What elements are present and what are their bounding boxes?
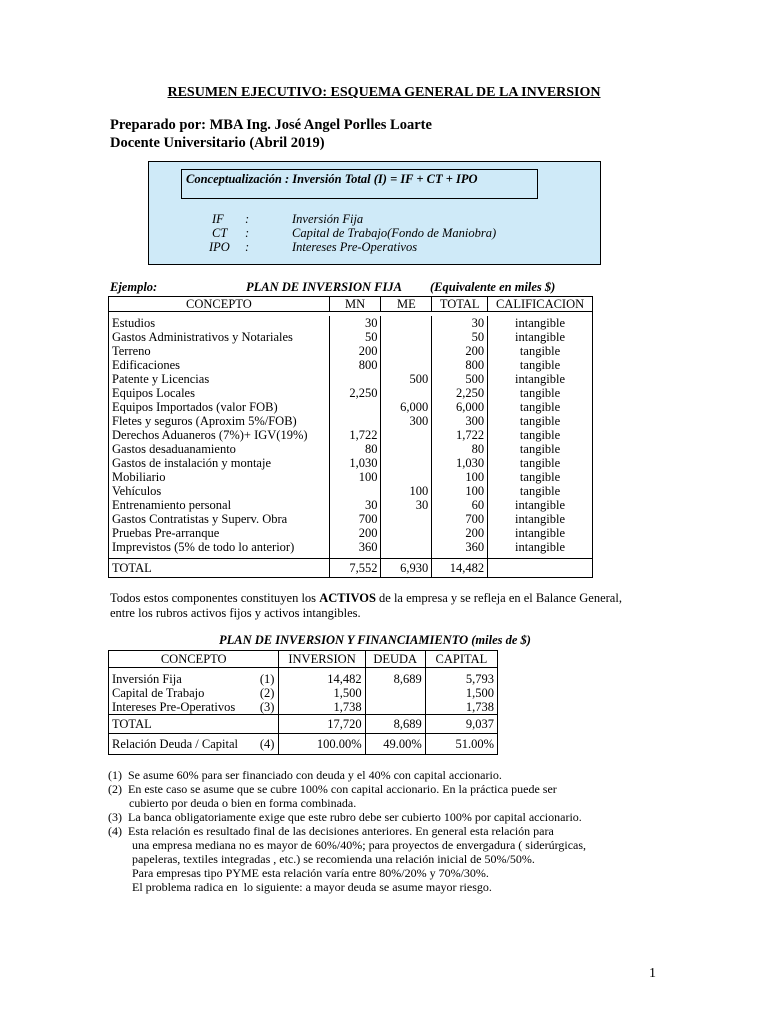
definition-abbr: IPO: [209, 240, 230, 254]
value-cell: 8,689: [365, 715, 425, 734]
value-cell: 14,482: [279, 672, 365, 686]
note-ref: (1): [259, 672, 275, 686]
table-cell: Fletes y seguros (Aproxim 5%/FOB): [112, 414, 297, 428]
definition-meaning: Inversión Fija: [292, 212, 364, 226]
table-row: [109, 540, 593, 554]
table-row: [109, 700, 498, 715]
table-row: [109, 316, 593, 330]
table-row: [109, 498, 593, 512]
value-cell: 49.00%: [365, 734, 425, 755]
note-line: (4) Esta relación es resultado final de las decisiones anteriores. En general esta relación para: [108, 824, 554, 838]
note-line: (1) Se asume 60% para ser financiado con deuda y el 40% con capital accionario.: [108, 768, 502, 782]
definition-meaning: Capital de Trabajo(Fondo de Maniobra): [292, 226, 497, 240]
table-row: [109, 330, 593, 344]
note-line: Para empresas tipo PYME esta relación varía entre 80%/20% y 70%/30%.: [108, 866, 489, 880]
paragraph-bold: ACTIVOS: [319, 591, 376, 605]
table-cell: intangible: [488, 512, 593, 526]
table-cell: [381, 526, 432, 540]
table-cell: tangible: [488, 484, 593, 498]
table-cell: 30: [381, 498, 432, 512]
table-row: [109, 442, 593, 456]
table-cell: Estudios: [112, 316, 156, 330]
table-cell: intangible: [488, 330, 593, 344]
table-row: [109, 484, 593, 498]
note-ref: (2): [259, 686, 275, 700]
col-header: CONCEPTO: [160, 652, 227, 666]
value-cell: 51.00%: [425, 734, 497, 755]
table-cell: 2,250: [329, 386, 381, 400]
table-cell: Pruebas Pre-arranque: [112, 526, 220, 540]
note-line: una empresa mediana no es mayor de 60%/40%; para proyectos de envergadura ( siderúrgicas,: [108, 838, 587, 852]
author-affiliation: Docente Universitario (Abril 2019): [110, 135, 325, 151]
table-row: [109, 414, 593, 428]
table-cell: Gastos Administrativos y Notariales: [112, 330, 293, 344]
table-row: [109, 686, 498, 700]
table-cell: 500: [381, 372, 432, 386]
table-row: [109, 672, 498, 686]
table-cell: tangible: [488, 358, 593, 372]
value-cell: 9,037: [425, 715, 497, 734]
table-cell: Patente y Licencias: [112, 372, 210, 386]
note-line: cubierto por deuda o bien en forma combinada.: [108, 796, 357, 810]
value-cell: [365, 700, 425, 715]
concept-label: Relación Deuda / Capital: [112, 737, 239, 751]
table-row: [109, 358, 593, 372]
col-header: DEUDA: [365, 651, 425, 668]
col-header: TOTAL: [432, 297, 488, 312]
table-cell: [381, 358, 432, 372]
table-cell: tangible: [488, 470, 593, 484]
note-line: (3) La banca obligatoriamente exige que este rubro debe ser cubierto 100% por capital accionario.: [108, 810, 582, 824]
table-cell: tangible: [488, 442, 593, 456]
table-cell: intangible: [488, 526, 593, 540]
col-header: CAPITAL: [425, 651, 497, 668]
ratio-row: [109, 734, 498, 755]
table-cell: tangible: [488, 456, 593, 470]
table-cell: Equipos Importados (valor FOB): [112, 400, 278, 414]
table-cell: 360: [432, 540, 488, 554]
table-cell: 30: [329, 316, 381, 330]
value-cell: 5,793: [425, 672, 497, 686]
value-cell: 8,689: [365, 672, 425, 686]
table-cell: 30: [329, 498, 381, 512]
table-cell: Vehículos: [112, 484, 162, 498]
table-cell: [381, 428, 432, 442]
table-cell: [381, 386, 432, 400]
table1-unit: (Equivalente en miles $): [430, 280, 556, 294]
total-cell: 7,552: [329, 559, 381, 578]
table-cell: 300: [432, 414, 488, 428]
document-title: RESUMEN EJECUTIVO: ESQUEMA GENERAL DE LA INVERSION: [167, 85, 601, 100]
concept-label: Intereses Pre-Operativos: [112, 700, 236, 714]
table-cell: [381, 330, 432, 344]
concept-label: Inversión Fija: [112, 672, 182, 686]
table-header-row: [109, 651, 498, 668]
concept-label: TOTAL: [112, 717, 152, 731]
table-cell: Equipos Locales: [112, 386, 195, 400]
table-cell: 360: [329, 540, 381, 554]
table-cell: 30: [432, 316, 488, 330]
table-cell: [381, 344, 432, 358]
total-cell: 6,930: [381, 559, 432, 578]
table-cell: Mobiliario: [112, 470, 166, 484]
total-cell: TOTAL: [112, 561, 152, 575]
table-row: [109, 470, 593, 484]
table-cell: 1,030: [432, 456, 488, 470]
page-number: 1: [649, 966, 656, 981]
table-cell: 800: [329, 358, 381, 372]
table-row: [109, 512, 593, 526]
note-line: papeleras, textiles integradas , etc.) se recomienda una relación inicial de 50%/50%.: [108, 852, 535, 866]
table-cell: tangible: [488, 400, 593, 414]
table-cell: Edificaciones: [112, 358, 181, 372]
table-cell: Entrenamiento personal: [112, 498, 232, 512]
table-header-row: [109, 297, 593, 312]
table-cell: 800: [432, 358, 488, 372]
value-cell: 1,738: [425, 700, 497, 715]
table-cell: Imprevistos (5% de todo lo anterior): [112, 540, 295, 554]
table1-title: PLAN DE INVERSION FIJA: [246, 280, 402, 294]
table2-title: PLAN DE INVERSION Y FINANCIAMIENTO (miles de $): [219, 633, 531, 647]
table-cell: 100: [381, 484, 432, 498]
value-cell: [365, 686, 425, 700]
table-cell: tangible: [488, 344, 593, 358]
table-cell: 700: [432, 512, 488, 526]
concept-cell: [109, 686, 279, 700]
notes-list: [108, 768, 586, 894]
assets-paragraph: [110, 591, 660, 620]
table-cell: [329, 372, 381, 386]
table-cell: 300: [381, 414, 432, 428]
note-ref: (4): [259, 737, 275, 751]
financing-table: [108, 650, 498, 755]
note-line: (2) En este caso se asume que se cubre 100% con capital accionario. En la práctica puede ser: [108, 782, 557, 796]
author-line: Preparado por: MBA Ing. José Angel Porlles Loarte: [110, 117, 432, 133]
table-cell: [381, 470, 432, 484]
table-cell: intangible: [488, 498, 593, 512]
table-cell: 1,030: [329, 456, 381, 470]
table-cell: [381, 442, 432, 456]
col-header: CONCEPTO: [185, 297, 252, 311]
paragraph-text: Todos estos componentes constituyen los: [110, 591, 320, 605]
note-ref: (3): [259, 700, 275, 714]
concept-cell: [109, 734, 279, 755]
table-row: [109, 400, 593, 414]
formula-box: Conceptualización : Inversión Total (I) = IF + CT + IPO: [181, 169, 538, 199]
table-cell: 80: [329, 442, 381, 456]
table-cell: 2,250: [432, 386, 488, 400]
table-cell: 1,722: [329, 428, 381, 442]
table-cell: 200: [329, 344, 381, 358]
table-cell: tangible: [488, 428, 593, 442]
table-cell: Gastos de instalación y montaje: [112, 456, 271, 470]
col-header: ME: [381, 297, 432, 312]
table-cell: 100: [432, 470, 488, 484]
value-cell: 1,738: [279, 700, 365, 715]
table-cell: 200: [432, 526, 488, 540]
definition-abbr: CT: [212, 226, 228, 240]
table-cell: 100: [329, 470, 381, 484]
definition-sep: :: [245, 226, 250, 240]
table-cell: 60: [432, 498, 488, 512]
fixed-investment-table: [108, 296, 593, 578]
table-cell: [329, 414, 381, 428]
concept-label: Capital de Trabajo: [112, 686, 205, 700]
table-row: [109, 372, 593, 386]
value-cell: 1,500: [425, 686, 497, 700]
table-cell: 200: [432, 344, 488, 358]
value-cell: 1,500: [279, 686, 365, 700]
table-cell: intangible: [488, 540, 593, 554]
col-header: MN: [329, 297, 381, 312]
definition-abbr: IF: [212, 212, 224, 226]
table-row: [109, 344, 593, 358]
concept-cell: [109, 672, 279, 686]
definition-sep: :: [245, 212, 250, 226]
table-cell: 200: [329, 526, 381, 540]
definition-meaning: Intereses Pre-Operativos: [292, 240, 418, 254]
table-cell: [329, 484, 381, 498]
table-cell: Terreno: [112, 344, 151, 358]
col-header: CALIFICACION: [488, 297, 593, 312]
table-row: [109, 428, 593, 442]
note-line: El problema radica en lo siguiente: a mayor deuda se asume mayor riesgo.: [108, 880, 492, 894]
definition-sep: :: [245, 240, 250, 254]
concept-cell: [109, 715, 279, 734]
table-cell: 6,000: [381, 400, 432, 414]
table-cell: 80: [432, 442, 488, 456]
table-cell: [381, 456, 432, 470]
paragraph-text: entre los rubros activos fijos y activos intangibles.: [110, 605, 361, 620]
table-cell: intangible: [488, 316, 593, 330]
table-cell: [381, 540, 432, 554]
total-cell: 14,482: [432, 559, 488, 578]
table-cell: 50: [432, 330, 488, 344]
example-label: Ejemplo:: [110, 280, 158, 294]
table-row: [109, 386, 593, 400]
author-block: [110, 116, 432, 152]
table-cell: Gastos desaduanamiento: [112, 442, 236, 456]
table-cell: [381, 512, 432, 526]
table-cell: Gastos Contratistas y Superv. Obra: [112, 512, 288, 526]
table-row: [109, 456, 593, 470]
concept-cell: [109, 700, 279, 715]
col-header: INVERSION: [279, 651, 365, 668]
table-cell: 50: [329, 330, 381, 344]
paragraph-text: de la empresa y se refleja en el Balance General,: [375, 591, 622, 605]
table-cell: [329, 400, 381, 414]
total-cell: [488, 559, 593, 578]
value-cell: 17,720: [279, 715, 365, 734]
table-cell: intangible: [488, 372, 593, 386]
value-cell: 100.00%: [279, 734, 365, 755]
table-cell: 1,722: [432, 428, 488, 442]
table-cell: tangible: [488, 414, 593, 428]
table-cell: 700: [329, 512, 381, 526]
table-cell: 100: [432, 484, 488, 498]
total-row: [109, 559, 593, 578]
table-cell: 6,000: [432, 400, 488, 414]
table-row: [109, 526, 593, 540]
table-cell: Derechos Aduaneros (7%)+ IGV(19%): [112, 428, 308, 442]
table-cell: 500: [432, 372, 488, 386]
total-row: [109, 715, 498, 734]
table-cell: tangible: [488, 386, 593, 400]
table-cell: [381, 316, 432, 330]
